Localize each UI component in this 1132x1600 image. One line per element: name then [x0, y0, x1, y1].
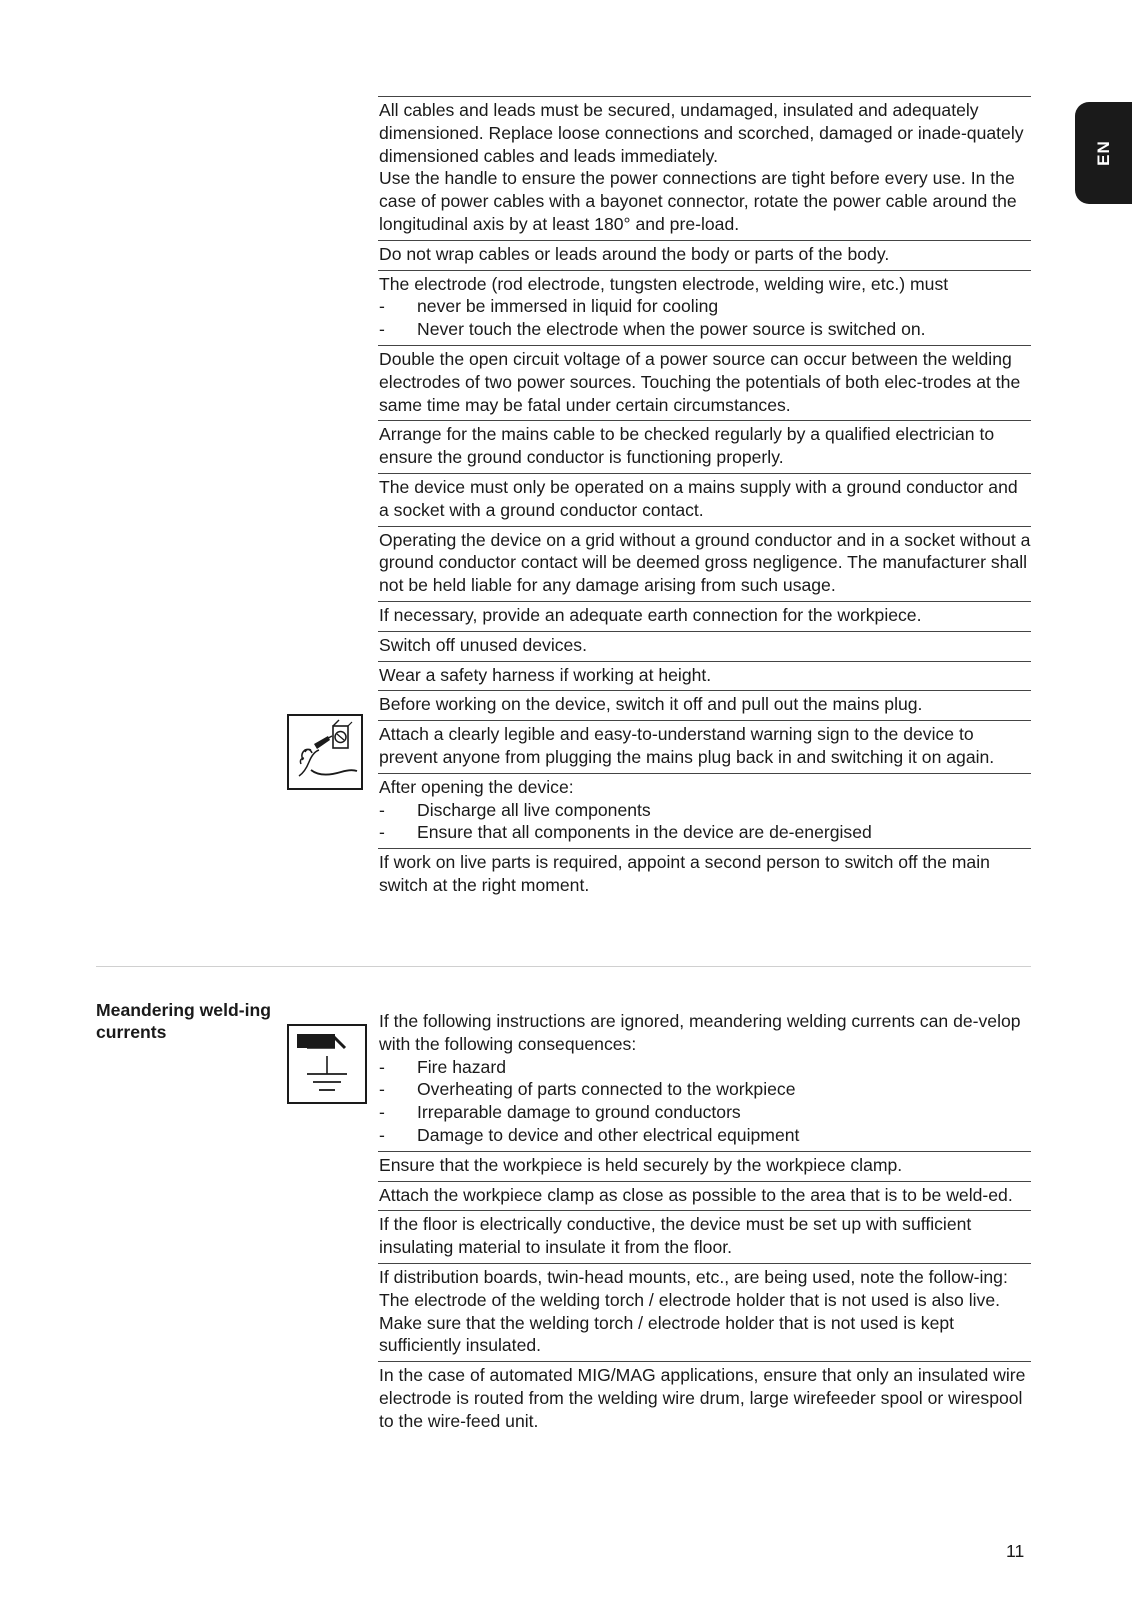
list-item	[379, 318, 1031, 341]
list-item	[379, 295, 1031, 318]
row-text: The electrode (rod electrode, tungsten electrode, welding wire, etc.) must	[379, 273, 949, 294]
table-row	[378, 1181, 1031, 1211]
bullet-text: Fire hazard	[417, 1056, 506, 1077]
row-text: Before working on the device, switch it off and pull out the mains plug.	[379, 694, 923, 715]
row-text: After opening the device:	[379, 776, 574, 797]
row-text: Double the open circuit voltage of a power source can occur between the welding electrodes of two power sources. Touching the potentials of both elec-trodes at the same time may be fatal under certain circumstances.	[379, 348, 1021, 415]
list-item	[379, 799, 1031, 822]
row-text: If distribution boards, twin-head mounts, etc., are being used, note the follow-ing: The electrode of the welding torch / electrode holder that is not used is also live. Make sure that the welding torch / electrode holder that is not used is kept sufficiently insulated.	[379, 1266, 1008, 1356]
row-text: Arrange for the mains cable to be checked regularly by a qualified electrician to ensure the ground conductor is functioning properly.	[379, 424, 995, 468]
page-number: 11	[1006, 1541, 1025, 1561]
row-text: Wear a safety harness if working at height.	[379, 664, 712, 685]
table-row	[378, 270, 1031, 345]
row-text: If the following instructions are ignored, meandering welding currents can de-velop with the following consequences:	[379, 1011, 1021, 1054]
row-text: Do not wrap cables or leads around the body or parts of the body.	[379, 243, 890, 264]
row-text: Operating the device on a grid without a ground conductor and in a socket without a ground conductor contact will be deemed gross negligence. The manufacturer shall not be held liable for any damage arising from such usage.	[379, 529, 1031, 596]
row-text: In the case of automated MIG/MAG applications, ensure that only an insulated wire electrode is routed from the welding wire drum, large wirefeeder spool or wirespool to the wire-feed unit.	[379, 1365, 1026, 1431]
table-row	[378, 96, 1031, 240]
bullet-text: Damage to device and other electrical equipment	[417, 1124, 800, 1145]
list-item	[379, 1101, 1031, 1124]
list-item	[379, 1078, 1031, 1101]
bullet-marker: -	[379, 822, 385, 843]
row-text: Use the handle to ensure the power connections are tight before every use. In the case of power cables with a bayonet connector, rotate the power cable around the longitudinal axis by at least 180° and pre-load.	[379, 168, 1017, 234]
list-item	[379, 1124, 1031, 1147]
unplug-mains-icon	[287, 714, 363, 790]
row-text: Switch off unused devices.	[379, 634, 587, 655]
bullet-text: Overheating of parts connected to the workpiece	[417, 1079, 796, 1100]
row-text: Attach a clearly legible and easy-to-understand warning sign to the device to prevent anyone from plugging the mains plug back in and switching it on again.	[379, 724, 995, 767]
table-row	[378, 690, 1031, 720]
row-text: All cables and leads must be secured, undamaged, insulated and adequately dimensioned. Replace loose connections and scorched, damaged or inade-quately dimensioned cables and leads immediately.	[379, 100, 1024, 166]
bullet-marker: -	[379, 1079, 385, 1100]
table-row	[378, 848, 1031, 901]
bullet-marker: -	[379, 1102, 385, 1123]
bullet-text: Discharge all live components	[417, 799, 651, 820]
bullet-marker: -	[379, 319, 385, 340]
table-row	[378, 1151, 1031, 1181]
language-tab-label: EN	[1093, 140, 1113, 166]
table-row	[378, 601, 1031, 631]
bullet-text: Ensure that all components in the device are de-energised	[417, 822, 872, 843]
section-divider	[96, 966, 1031, 967]
row-text: Attach the workpiece clamp as close as possible to the area that is to be weld-ed.	[379, 1184, 1013, 1205]
table-row	[378, 1210, 1031, 1263]
table-row	[378, 240, 1031, 270]
section-title: Meandering weld-ing currents	[96, 1000, 271, 1042]
list-item	[379, 821, 1031, 844]
row-text: If necessary, provide an adequate earth connection for the workpiece.	[379, 604, 922, 625]
safety-table-welding-currents	[378, 1010, 1031, 1437]
table-row	[378, 1361, 1031, 1436]
table-row	[378, 420, 1031, 473]
table-row	[378, 773, 1031, 848]
table-row	[378, 631, 1031, 661]
safety-table-electrical	[378, 96, 1031, 901]
row-text: If the floor is electrically conductive, the device must be set up with sufficient insulating material to insulate it from the floor.	[379, 1214, 972, 1258]
bullet-text: never be immersed in liquid for cooling	[417, 296, 719, 317]
row-text: The device must only be operated on a mains supply with a ground conductor and a socket with a ground conductor contact.	[379, 476, 1018, 520]
list-item	[379, 1056, 1031, 1079]
language-tab[interactable]	[1075, 102, 1132, 204]
table-row	[378, 661, 1031, 691]
bullet-marker: -	[379, 1124, 385, 1145]
row-text: Ensure that the workpiece is held securely by the workpiece clamp.	[379, 1154, 903, 1175]
table-row	[378, 473, 1031, 526]
table-row	[378, 1263, 1031, 1361]
table-row	[378, 526, 1031, 601]
table-row	[378, 345, 1031, 420]
bullet-text: Never touch the electrode when the power source is switched on.	[417, 319, 926, 340]
earth-ground-welding-icon	[287, 1024, 367, 1104]
table-row	[378, 1010, 1031, 1151]
bullet-marker: -	[379, 799, 385, 820]
bullet-marker: -	[379, 1056, 385, 1077]
bullet-text: Irreparable damage to ground conductors	[417, 1102, 741, 1123]
bullet-marker: -	[379, 296, 385, 317]
table-row	[378, 720, 1031, 773]
row-text: If work on live parts is required, appoint a second person to switch off the main switch at the right moment.	[379, 852, 990, 895]
